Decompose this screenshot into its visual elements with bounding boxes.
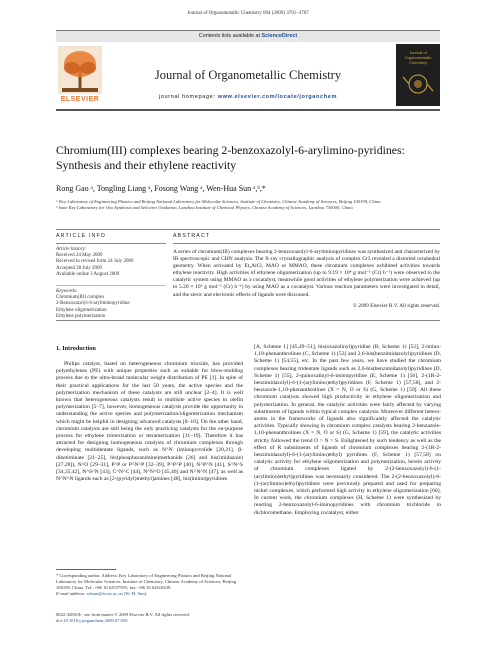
issn-line: 0022-328X/$ - see front matter © 2009 Elsevier B.V. All rights reserved. <box>56 612 190 617</box>
article-history <box>56 247 166 278</box>
doi-link[interactable]: doi:10.1016/j.jorganchem.2009.07.039 <box>56 618 128 623</box>
keywords <box>56 289 166 320</box>
keyword-item: Ethylene oligomerization <box>56 307 107 313</box>
affiliation-a: ᵃ Key Laboratory of Engineering Plastics and Beijing National Laboratory for Molecular Sciences, Institute of Chemistry, Chinese Academy of Sciences, Beijing 100190, China <box>56 199 381 204</box>
journal-homepage <box>116 94 380 100</box>
cover-title: Journal of Organometallic Chemistry <box>404 50 432 65</box>
divider-top <box>56 229 440 230</box>
keywords-label: Keywords: <box>56 289 78 294</box>
author-email-link[interactable]: whsun@iccas.ac.cn (W.-H. Sun). <box>86 591 148 596</box>
bottom-info <box>56 612 306 624</box>
journal-cover-thumbnail[interactable] <box>396 44 440 106</box>
keyword-item: Ethylene polymerization <box>56 313 106 319</box>
affiliation-b: ᵇ State Key Laboratory for Oxo Synthesis and Selective Oxidation, Lanzhou Institute of Chemical Physics, Chinese Academy of Sciences, Lanzhou 730000, China <box>56 205 353 211</box>
cover-molecule-icon <box>400 69 436 99</box>
author-list[interactable]: Rong Gao ᵃ, Tongling Liang ᵃ, Fosong Wang ᵃ, Wen-Hua Sun ᵃ,ᵇ,* <box>56 184 266 193</box>
history-label: Article history: <box>56 247 87 252</box>
article-info-heading: ARTICLE INFO <box>56 233 107 239</box>
history-online: Available online 3 August 2009 <box>56 271 120 277</box>
abstract-heading: ABSTRACT <box>173 233 211 239</box>
footnote-text: * Corresponding author. Address: Key Laboratory of Engineering Plastics and Beijing National Laboratory for Molecular Sciences, Institute of Chemistry, Chinese Academy of Sciences, Beijing 100190, China. Tel.: +86 10 62557955; fax: +86 10 62618239. <box>56 573 237 590</box>
intro-left-column: Philips catalyst, based on heterogeneous chromium trioxide, has provided polyethylenes (PE) with unique properties such as suitable for blow-molding process due to the ultra-broad molecular weight distribution of PE [1]. In spite of their practical applications for the last 50 years, the active species and the polymerization mechanism of these catalysts are still unclear [2–4]. It is well known that heterogeneous catalysts result in multisite active species in olefin polymerization [5–7], however, homogeneous catalysts provide the opportunity in understanding the active species and polymerization/oligomerization mechanism which might be helpful in designing advanced catalysts [8–10]. On the other hand, chromium catalysts are still being the only practicing catalysts for the on-purpose process for ethylene trimerization or tetramerization [11–19]. Therefore it has attracted for designing homogeneous catalysts of chromium complexes through developing multidentate ligands, such as N^N (iminopyrrolide [20,21], β-diketiminate [21–25], bis(phosphoranimine)methanide [26] and bis(imidazole) [27,28]), N^O [29–31], P^P or P^N^P [32–39], P^P^P [40], N^P^N [41], S^N^S [34,35,42], N^S^N [43], C^N^C [44], N^N^O [45,46] and N^N^N [47], as well as N^N^N ligands such as [2-(pyridyl)methyl]amines [48], bis(imino)pyridines <box>56 361 243 483</box>
keyword-item: Chromium(III) complex <box>56 295 105 301</box>
journal-title[interactable]: Journal of Organometallic Chemistry <box>154 68 342 82</box>
history-received: Received 24 May 2009 <box>56 253 103 259</box>
divider-bottom <box>56 320 440 321</box>
sciencedirect-link[interactable]: ScienceDirect <box>261 33 298 39</box>
section-heading-introduction: 1. Introduction <box>56 345 96 352</box>
publisher-name: ELSEVIER <box>60 96 100 103</box>
elsevier-logo[interactable] <box>56 44 104 108</box>
history-accepted: Accepted 28 July 2009 <box>56 265 102 271</box>
abstract-copyright: © 2009 Elsevier B.V. All rights reserved. <box>352 303 440 309</box>
contents-text: Contents lists available at <box>198 33 260 39</box>
article-title-line-1: Chromium(III) complexes bearing 2-benzoxazolyl-6-arylimino-pyridines: <box>56 143 405 157</box>
divider-info <box>56 243 166 244</box>
contents-band <box>56 31 440 42</box>
journal-header <box>56 30 440 111</box>
divider-keywords <box>56 285 166 286</box>
keyword-item: 2-Benzoxazolyl-6-aryliminopyridine <box>56 301 130 307</box>
homepage-link[interactable]: www.elsevier.com/locate/jorganchem <box>217 94 338 100</box>
email-label: E-mail address: <box>56 591 86 596</box>
footnote-rule <box>56 569 116 570</box>
history-revised: Received in revised form 24 July 2009 <box>56 259 134 265</box>
corresponding-author-footnote <box>56 573 243 597</box>
intro-right-column: [A, Scheme 1] [45,49–51], bis(oxazolinyl)pyridine (B, Scheme 1) [52], 2-imino-1,10-phenanthrolines (C, Scheme 1) [53] and 2,6-bis(benzimidazolyl)pyridines (D, Scheme 1) [54,55], etc. In the past few years, we have studied the chromium complexes bearing tridentate ligands such as 2,6-bis(benzimidazolyl)pyridines (D, Scheme 1) [55], 2-quinoxalinyl-6-iminopyridine (E, Scheme 1) [56], 2-(1R-2-benzimidazolyl)-6-(1-(arylimino)ethyl)pyridines (F, Scheme 1) [57,58], and 2-benzazole-1,10-phenanthrolines (X = N, O or S) (G, Scheme 1) [59]. All these chromium catalysts showed high productivity in ethylene oligomerization and polymerization. In general, the catalytic activities were fairly affected by varying substituents of ligands within typical complex catalysts. Moreover different hetero-atoms in the frameworks of ligands also significantly affected the catalytic activities. Typically showing in chromium complex catalysts bearing 2-benzazole-1,10-phenanthrolines (X = N, O or S) (G, Scheme 1) [59], the catalytic activities strictly followed the trend O > N > S. Enlightened by such tendency as well as the effect of R substituents of ligands of chromium complexes bearing 2-(1R-2-benzimidazolyl)-6-(1-(arylimino)ethyl) pyridines (F, Scheme 1) [57,58] on catalytic activity for ethylene oligomerization and polymerization, herein activity of chromium complexes ligated by 2-(2-benzoxazolyl)-6-(1-(arylimino)ethyl)pyridines was necessarily considered. The 2-(2-benzoxazolyl)-6-(1-(arylimino)ethyl)pyridines were previously prepared and used for preparing nickel complexes, which performed high activity in ethylene oligomerization [60]. In current work, the chromium complexes (H, Scheme 1) were synthesized by reacting 2-benzoxazolyl-6-iminopyridines with chromium trichloride in dichloromethane. Employing cocatalyst, either <box>254 344 441 516</box>
running-head: Journal of Organometallic Chemistry 694 (2009) 3701–3707 <box>187 11 309 16</box>
article-title <box>56 143 446 172</box>
abstract-text: A series of chromium(III) complexes bearing 2-benzoxazolyl-6-aryliminopyridines was synthesized and characterized by IR spectroscopic and CHN analysis. The X-ray crystallographic analysis of complex Cr3 revealed a distorted octahedral geometry. When activated by Et₂AlCl, MAO or MMAO, these chromium complexes exhibited activities towards ethylene reactivity. High activities of ethylene oligomerization (up to 9.19 × 10⁴ g mol⁻¹ (Cr) h⁻¹) were observed in the catalytic system using MMAO as a cocatalyst, meanwhile good activities of ethylene polymerization were achieved (up to 5.20 × 10⁵ g mol⁻¹ (Cr) h⁻¹) by using MAO as a cocatalyst. Various reaction parameters were investigated in detail, and the steric and electronic effects of ligands were discussed. <box>173 249 440 298</box>
affiliations <box>56 199 446 211</box>
divider-abstract <box>173 243 440 244</box>
article-title-line-2: Synthesis and their ethylene reactivity <box>56 157 237 172</box>
homepage-label: journal homepage: <box>158 94 216 100</box>
